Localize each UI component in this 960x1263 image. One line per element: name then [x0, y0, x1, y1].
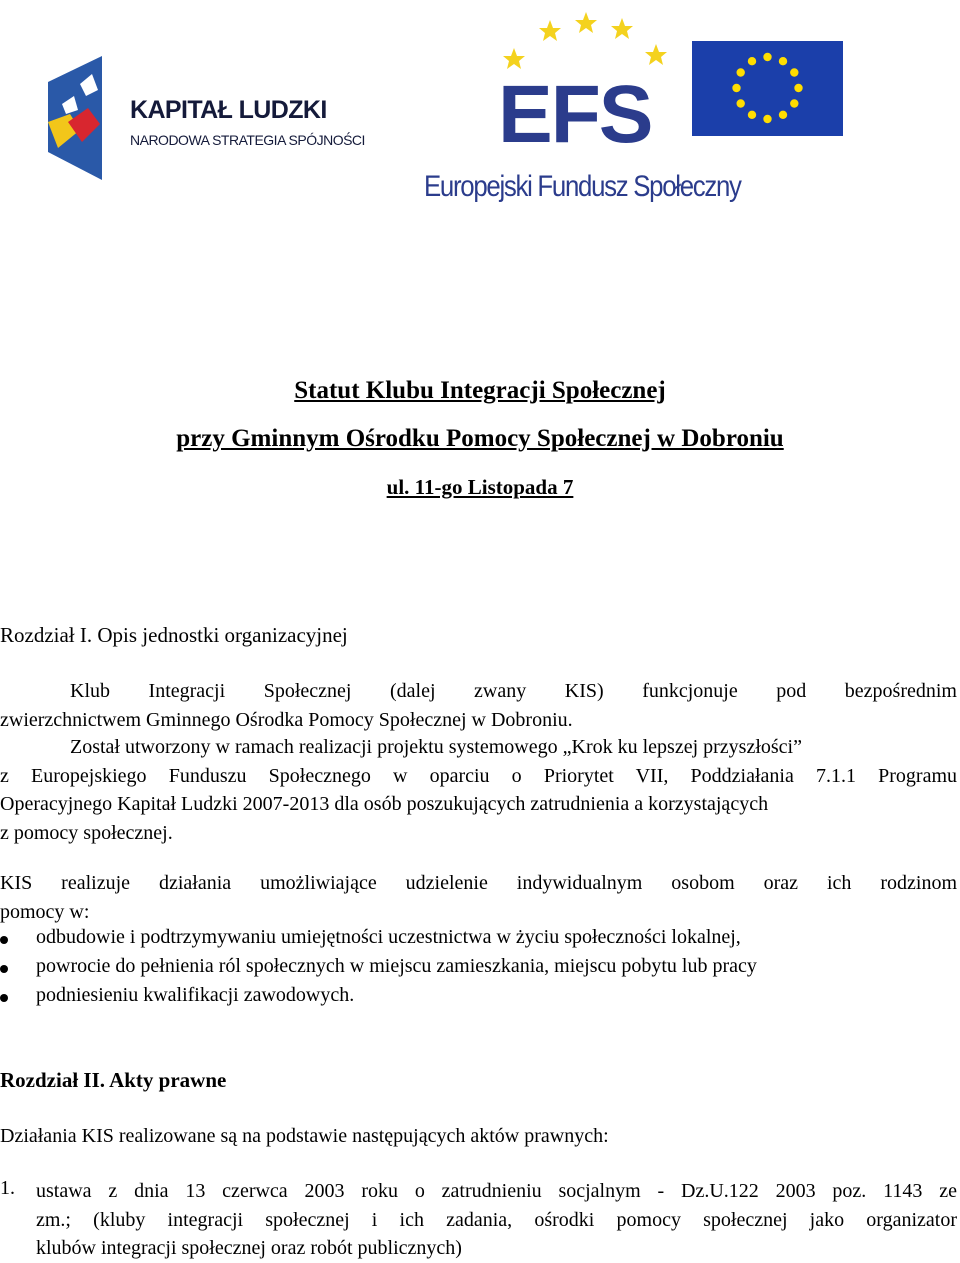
chapter-1-heading: Rozdział I. Opis jednostki organizacyjnej	[0, 623, 348, 647]
kapital-ludzki-emblem-icon	[40, 52, 130, 187]
chapter-1-paragraph-1	[0, 677, 957, 734]
paragraph-line: zwierzchnictwem Gminnego Ośrodka Pomocy Społecznej w Dobroniu.	[0, 708, 573, 731]
paragraph-line: Operacyjnego Kapitał Ludzki 2007-2013 dla osób poszukujących zatrudnienia a korzystających	[0, 793, 769, 815]
kapital-ludzki-subtitle: NARODOWA STRATEGIA SPÓJNOŚCI	[130, 132, 365, 148]
efs-caption: Europejski Fundusz Społeczny	[424, 170, 741, 203]
legal-act-item	[0, 1177, 957, 1259]
kapital-ludzki-title: KAPITAŁ LUDZKI	[130, 96, 327, 124]
list-item-text: powrocie do pełnienia ról społecznych w miejscu zamieszkania, miejscu pobytu lub pracy	[36, 955, 757, 977]
paragraph-line: klubów integracji społecznej oraz robót publicznych)	[36, 1237, 462, 1259]
chapter-1-paragraph-3	[0, 869, 957, 926]
chapter-2-intro	[0, 1122, 957, 1151]
paragraph-line: zm.; (kluby integracji społecznej i ich zadania, ośrodki pomocy społecznej jako organizator	[36, 1208, 957, 1231]
list-item-text: odbudowie i podtrzymywaniu umiejętności uczestnictwa w życiu społeczności lokalnej,	[36, 926, 741, 948]
document-address: ul. 11-go Listopada 7	[386, 475, 574, 499]
paragraph-line: z Europejskiego Funduszu Społecznego w oparciu o Priorytet VII, Poddziałania 7.1.1 Programu	[0, 764, 957, 787]
bullet-icon	[0, 994, 8, 1002]
paragraph-line: z pomocy społecznej.	[0, 821, 173, 844]
document-title: Statut Klubu Integracji Społecznej	[294, 377, 666, 404]
list-item	[0, 926, 960, 955]
kapital-ludzki-logo	[40, 52, 365, 187]
chapter-2-heading: Rozdział II. Akty prawne	[0, 1068, 227, 1092]
paragraph-line: KIS realizuje działania umożliwiające udzielenie indywidualnym osobom oraz ich rodzinom	[0, 872, 957, 894]
paragraph-line: Klub Integracji Społecznej (dalej zwany KIS) funkcjonuje pod bezpośrednim	[70, 680, 957, 702]
bullet-icon	[0, 965, 8, 973]
legal-act-number: 1.	[0, 1177, 15, 1199]
list-item	[0, 955, 960, 984]
efs-wordmark-text: EFS	[498, 69, 652, 160]
paragraph-line: Działania KIS realizowane są na podstawie następujących aktów prawnych:	[0, 1125, 609, 1147]
list-item	[0, 984, 960, 1013]
paragraph-line: ustawa z dnia 13 czerwca 2003 roku o zatrudnieniu socjalnym - Dz.U.122 2003 poz. 1143 ze	[36, 1180, 957, 1202]
paragraph-line: pomocy w:	[0, 900, 90, 923]
list-item-text: podniesieniu kwalifikacji zawodowych.	[36, 984, 355, 1006]
bullet-icon	[0, 936, 8, 944]
chapter-1-paragraph-2	[0, 733, 957, 847]
eu-stars-icon	[692, 41, 843, 136]
paragraph-line: Został utworzony w ramach realizacji projektu systemowego „Krok ku lepszej przyszłości”	[70, 736, 802, 758]
eu-flag	[692, 41, 843, 136]
document-subtitle: przy Gminnym Ośrodku Pomocy Społecznej w Dobroniu	[176, 425, 784, 452]
